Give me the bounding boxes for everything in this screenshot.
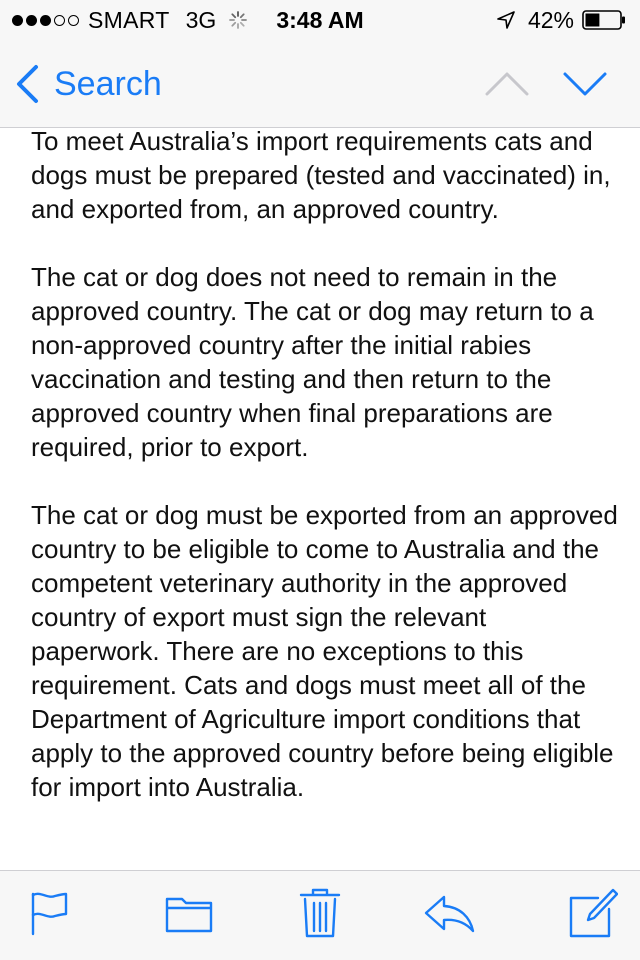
- back-button-label: Search: [54, 64, 162, 103]
- trash-icon[interactable]: [298, 887, 342, 939]
- battery-percent: 42%: [527, 6, 574, 33]
- status-bar: [0, 0, 640, 40]
- chevron-left-icon: [14, 64, 42, 104]
- reply-icon[interactable]: [422, 889, 476, 937]
- chevron-up-icon[interactable]: [484, 66, 530, 102]
- battery-icon: [582, 10, 626, 30]
- status-right-group: [496, 6, 626, 34]
- location-arrow-icon: [496, 10, 516, 30]
- folder-icon[interactable]: [164, 889, 214, 937]
- message-paragraph: The cat or dog does not need to remain in the approved country. The cat or dog may return to a non-approved country after the initial rabies vaccination and testing and then return to the approved country when final preparations are required, prior to export.: [31, 262, 594, 462]
- status-time: 3:48 AM: [276, 7, 364, 33]
- chevron-down-icon[interactable]: [562, 66, 608, 102]
- carrier-name: SMART: [88, 6, 170, 33]
- compose-icon[interactable]: [568, 887, 618, 939]
- navigation-bar: [0, 40, 640, 128]
- back-button[interactable]: [14, 60, 162, 108]
- message-text: [31, 128, 621, 838]
- network-type: 3G: [185, 6, 217, 33]
- bottom-toolbar: [0, 870, 640, 960]
- message-body[interactable]: [0, 128, 640, 870]
- flag-icon[interactable]: [28, 889, 70, 937]
- message-paragraph: The cat or dog must be exported from an approved country to be eligible to come to Australia and the competent veterinary authority in the approved country of export must sign the relevant paperwork. There are no exceptions to this requirement. Cats and dogs must meet all of the Department of Agriculture import conditions that apply to the approved country before being eligible for import into Australia.: [31, 500, 618, 802]
- message-paragraph: To meet Australia’s import requirements cats and dogs must be prepared (tested and vaccinated) in, and exported from, an approved country.: [31, 128, 611, 224]
